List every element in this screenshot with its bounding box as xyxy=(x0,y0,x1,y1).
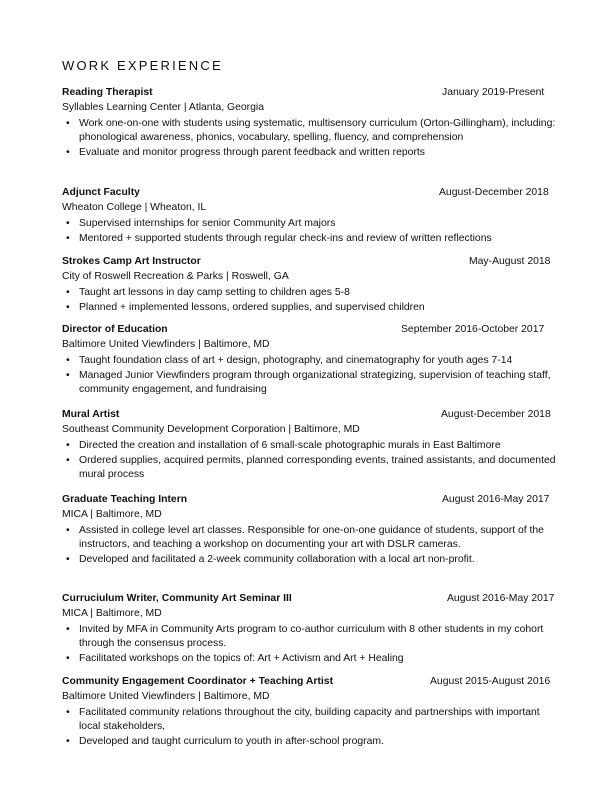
job-bullet: • Assisted in college level art classes. Responsible for one-on-one guidance of students, support of the instructors, and teaching a workshop on documenting your art with DSLR cameras. xyxy=(62,524,556,553)
job-organization: Syllables Learning Center | Atlanta, Georgia xyxy=(62,102,264,113)
job-entry xyxy=(62,254,556,316)
job-title: Strokes Camp Art Instructor xyxy=(62,256,201,267)
job-entry xyxy=(62,322,556,398)
job-header xyxy=(62,407,556,422)
job-bullets xyxy=(62,217,556,246)
job-title: Community Engagement Coordinator + Teaching Artist xyxy=(62,676,334,687)
job-organization: Wheaton College | Wheaton, IL xyxy=(62,202,207,213)
job-organization: City of Roswell Recreation & Parks | Roswell, GA xyxy=(62,271,289,282)
job-title: Mural Artist xyxy=(62,409,120,420)
job-bullets xyxy=(62,623,556,667)
job-organization: MICA | Baltimore, MD xyxy=(62,608,162,619)
job-bullet: • Managed Junior Viewfinders program through organizational strategizing, supervision of teaching staff, community engagement, and fundraising xyxy=(62,369,556,398)
job-bullets xyxy=(62,706,556,750)
job-header xyxy=(62,674,556,689)
job-bullet: • Directed the creation and installation of 6 small-scale photographic murals in East Baltimore xyxy=(62,439,556,453)
job-dates: August 2016-May 2017 xyxy=(442,494,550,505)
job-header xyxy=(62,492,556,507)
job-bullet: • Planned + implemented lessons, ordered supplies, and supervised children xyxy=(62,301,556,315)
job-bullet: • Supervised internships for senior Community Art majors xyxy=(62,217,556,231)
job-organization: Baltimore United Viewfinders | Baltimore, MD xyxy=(62,691,270,702)
job-dates: September 2016-October 2017 xyxy=(401,324,545,335)
job-bullet: • Facilitated community relations throughout the city, building capacity and partnerships with important local stakeholders, xyxy=(62,706,556,735)
job-title: Adjunct Faculty xyxy=(62,187,140,198)
job-bullet: • Developed and facilitated a 2-week community collaboration with a local art non-profit. xyxy=(62,553,556,567)
job-organization: Southeast Community Development Corporation | Baltimore, MD xyxy=(62,424,360,435)
job-entry xyxy=(62,492,556,568)
job-header xyxy=(62,322,556,337)
job-title: Director of Education xyxy=(62,324,168,335)
job-dates: August 2016-May 2017 xyxy=(447,593,555,604)
job-bullet: • Developed and taught curriculum to youth in after-school program. xyxy=(62,735,556,749)
job-organization: Baltimore United Viewfinders | Baltimore, MD xyxy=(62,339,270,350)
job-entry xyxy=(62,185,556,247)
job-bullet: • Evaluate and monitor progress through parent feedback and written reports xyxy=(62,146,556,160)
job-entry xyxy=(62,674,556,750)
job-dates: August-December 2018 xyxy=(441,409,551,420)
job-bullet: • Invited by MFA in Community Arts program to co-author curriculum with 8 other students in my cohort through the consensus process. xyxy=(62,623,556,652)
job-dates: August-December 2018 xyxy=(439,187,549,198)
job-dates: January 2019-Present xyxy=(442,87,545,98)
job-dates: August 2015-August 2016 xyxy=(430,676,551,687)
job-bullet: • Taught art lessons in day camp setting to children ages 5-8 xyxy=(62,286,556,300)
job-bullets xyxy=(62,354,556,398)
job-entry xyxy=(62,591,556,667)
job-header xyxy=(62,254,556,269)
job-entry xyxy=(62,407,556,483)
job-title: Reading Therapist xyxy=(62,87,153,98)
job-title: Curruciulum Writer, Community Art Seminar III xyxy=(62,593,292,604)
job-bullet: • Work one-on-one with students using systematic, multisensory curriculum (Orton-Gillingham), including: phonological awareness, phonics, vocabulary, spelling, fluency, and comprehension xyxy=(62,117,556,146)
job-header xyxy=(62,185,556,200)
job-bullet: • Mentored + supported students through regular check-ins and review of written reflections xyxy=(62,232,556,246)
job-bullet: • Taught foundation class of art + design, photography, and cinematography for youth ages 7-14 xyxy=(62,354,556,368)
job-bullet: • Facilitated workshops on the topics of: Art + Activism and Art + Healing xyxy=(62,652,556,666)
job-header xyxy=(62,85,556,100)
job-dates: May-August 2018 xyxy=(469,256,551,267)
job-title: Graduate Teaching Intern xyxy=(62,494,188,505)
job-bullets xyxy=(62,524,556,568)
job-bullet: • Ordered supplies, acquired permits, planned corresponding events, trained assistants, and documented mural process xyxy=(62,454,556,483)
job-bullets xyxy=(62,286,556,315)
section-title: WORK EXPERIENCE xyxy=(62,58,223,73)
job-entry xyxy=(62,85,556,161)
job-organization: MICA | Baltimore, MD xyxy=(62,509,162,520)
job-bullets xyxy=(62,117,556,161)
job-bullets xyxy=(62,439,556,483)
job-header xyxy=(62,591,556,606)
